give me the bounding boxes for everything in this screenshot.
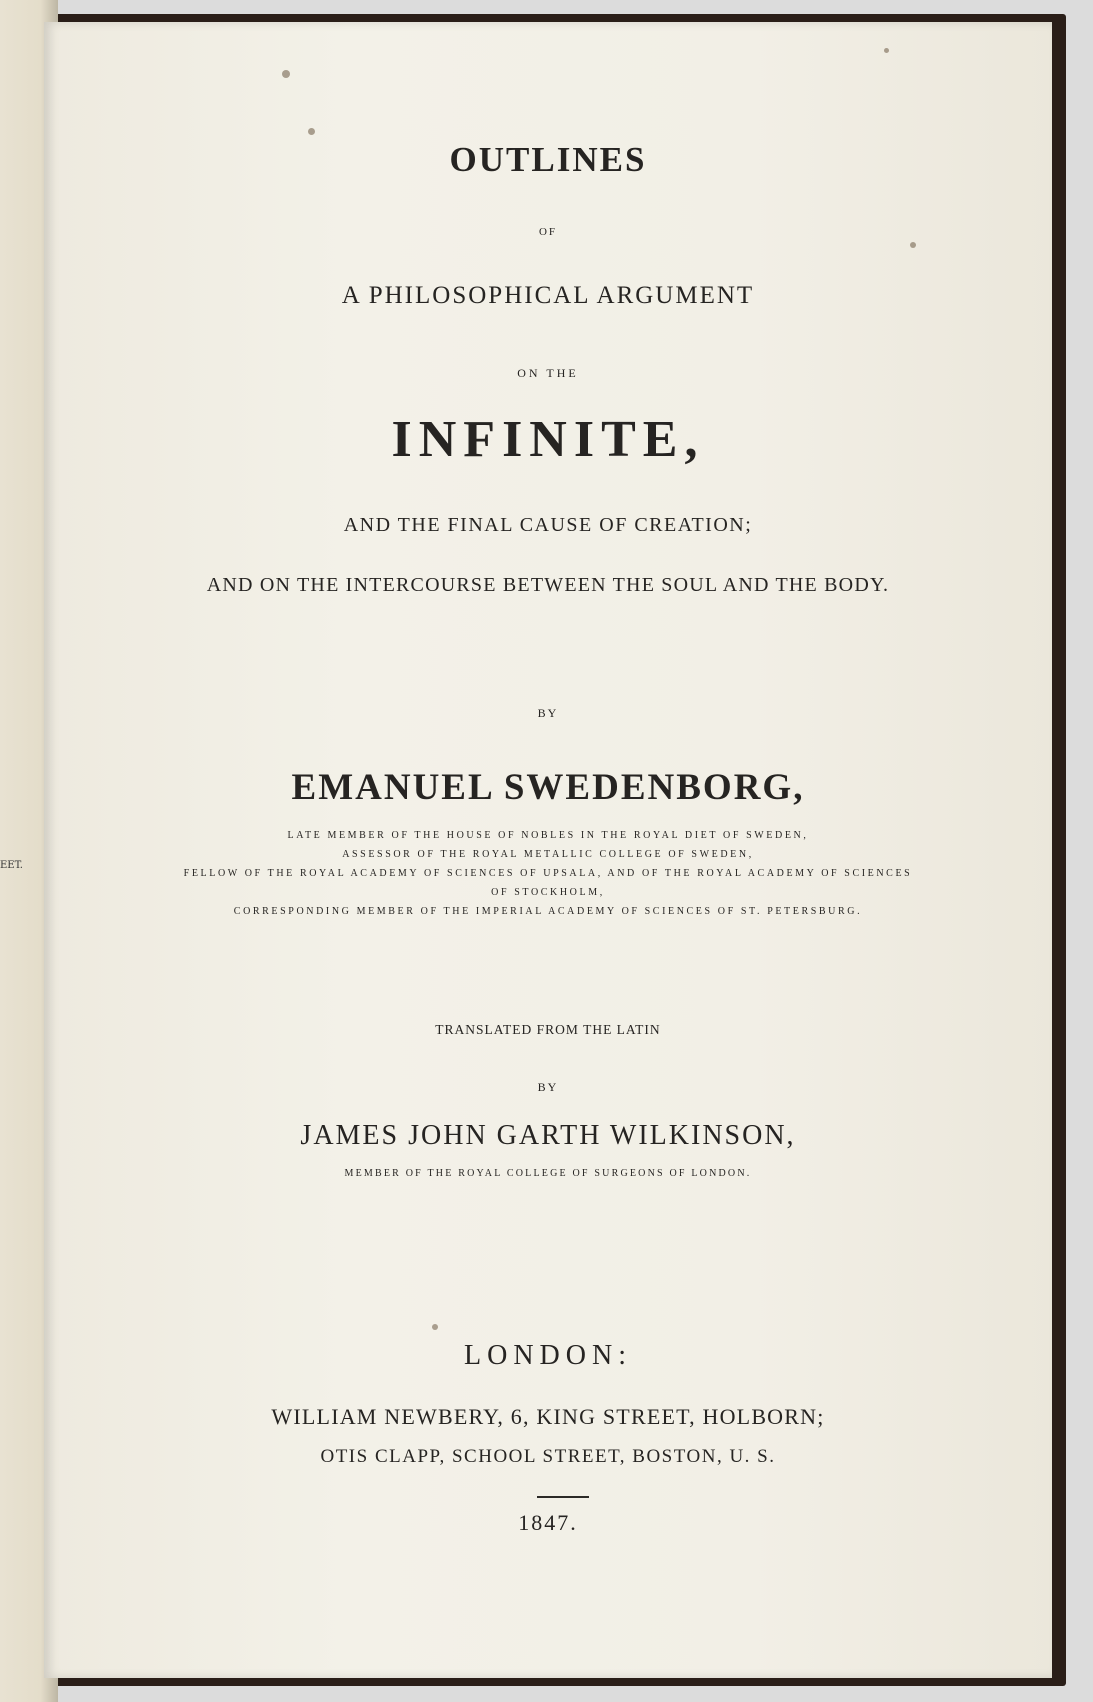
title-of: OF bbox=[538, 226, 558, 238]
left-page-fragment: EET. bbox=[0, 860, 23, 871]
translator-name: JAMES JOHN GARTH WILKINSON, bbox=[300, 1120, 796, 1151]
title-infinite: INFINITE, bbox=[391, 411, 705, 468]
foxing-spot bbox=[282, 70, 290, 78]
imprint-publisher-secondary: OTIS CLAPP, SCHOOL STREET, BOSTON, U. S. bbox=[320, 1446, 776, 1467]
subtitle-intercourse: AND ON THE INTERCOURSE BETWEEN THE SOUL AND THE BODY. bbox=[206, 574, 890, 596]
author-credential: FELLOW OF THE ROYAL ACADEMY OF SCIENCES OF UPSALA, AND OF THE ROYAL ACADEMY OF SCIENCES bbox=[183, 868, 913, 879]
author-credential: OF STOCKHOLM, bbox=[491, 887, 605, 898]
subtitle-final-cause: AND THE FINAL CAUSE OF CREATION; bbox=[343, 514, 753, 536]
translator-credential: MEMBER OF THE ROYAL COLLEGE OF SURGEONS OF LONDON. bbox=[344, 1168, 752, 1179]
title-page bbox=[44, 22, 1052, 1678]
translator-by: BY bbox=[537, 1080, 559, 1094]
title-argument: A PHILOSOPHICAL ARGUMENT bbox=[341, 282, 755, 309]
foxing-spot bbox=[308, 128, 315, 135]
author-credential: CORRESPONDING MEMBER OF THE IMPERIAL ACADEMY OF SCIENCES OF ST. PETERSBURG. bbox=[233, 906, 863, 917]
author-credential: ASSESSOR OF THE ROYAL METALLIC COLLEGE OF SWEDEN, bbox=[342, 849, 754, 860]
author-name: EMANUEL SWEDENBORG, bbox=[291, 767, 805, 808]
imprint-divider bbox=[537, 1496, 589, 1498]
title-heading: OUTLINES bbox=[449, 140, 647, 179]
translated-note: TRANSLATED FROM THE LATIN bbox=[435, 1022, 661, 1037]
foxing-spot bbox=[432, 1324, 438, 1330]
title-on-the: ON THE bbox=[517, 366, 579, 380]
imprint-publisher: WILLIAM NEWBERY, 6, KING STREET, HOLBORN; bbox=[271, 1404, 825, 1429]
foxing-spot bbox=[910, 242, 916, 248]
foxing-spot bbox=[884, 48, 889, 53]
imprint-year: 1847. bbox=[518, 1510, 578, 1535]
imprint-place: LONDON: bbox=[464, 1340, 632, 1371]
author-credential: LATE MEMBER OF THE HOUSE OF NOBLES IN THE ROYAL DIET OF SWEDEN, bbox=[287, 830, 809, 841]
author-by: BY bbox=[537, 706, 559, 720]
